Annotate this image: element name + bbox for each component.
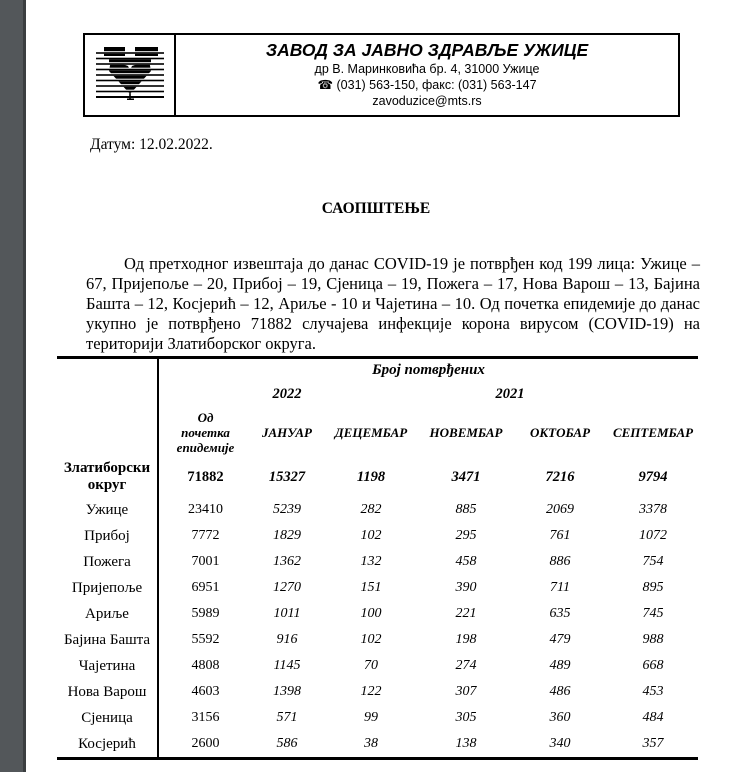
- date-line: Датум: 12.02.2022.: [90, 136, 213, 153]
- row-value: 23410: [188, 502, 223, 517]
- column-header-november: НОВЕМБАР: [429, 424, 503, 440]
- logo-cell: [85, 35, 176, 115]
- table-row: [57, 575, 698, 601]
- row-value: 138: [455, 736, 477, 751]
- row-value: 7001: [191, 554, 220, 569]
- row-value: 38: [364, 736, 378, 751]
- letterhead-text: [176, 35, 678, 115]
- row-value: 70: [364, 658, 378, 673]
- column-header-october: ОКТОБАР: [529, 424, 591, 440]
- phone-numbers: (031) 563-150, факс: (031) 563-147: [336, 78, 537, 92]
- row-value: 916: [276, 632, 298, 647]
- institute-logo-icon: [94, 47, 166, 103]
- row-value: 453: [642, 684, 664, 699]
- row-value: 754: [642, 554, 664, 569]
- row-value: 1362: [273, 554, 301, 569]
- empty-cell: [57, 358, 158, 382]
- table-row: [57, 457, 698, 497]
- row-value: 1145: [273, 658, 301, 673]
- row-value: 1072: [639, 528, 668, 543]
- row-value: 221: [455, 606, 477, 621]
- row-value: 71882: [187, 468, 224, 485]
- row-value: 7772: [191, 528, 220, 543]
- row-label: Нова Варош: [57, 679, 158, 705]
- row-value: 484: [642, 710, 664, 725]
- table-row: [57, 705, 698, 731]
- table-column-header-row: [57, 407, 698, 457]
- column-header-september: СЕПТЕМБАР: [612, 424, 694, 440]
- row-label: Прибој: [57, 523, 158, 549]
- row-value: 282: [360, 502, 382, 517]
- row-label: Ариље: [57, 601, 158, 627]
- row-label: Чајетина: [57, 653, 158, 679]
- table-body: [57, 457, 698, 759]
- row-value: 479: [549, 632, 571, 647]
- row-value: 360: [549, 710, 571, 725]
- row-value: 5239: [273, 502, 301, 517]
- table-row: [57, 627, 698, 653]
- announcement-paragraph: Од претходног извештаја до данас COVID-19 је потврђен код 199 лица: Ужице – 67, Пријепоље – 20, Прибој – 19, Сјеница – 19, Пожега – 17, Нова Варош – 13, Бајина Башта – 12, Косјерић – 12, Ариље - 10 и Чајетина – 10. Од почетка епидемије до данас укупно је потврђено 71882 случајева инфекције корона вирусом (COVID-19) на територији Златиборског округа.: [86, 253, 700, 353]
- row-value: 2600: [191, 736, 220, 751]
- row-label: Сјеница: [57, 705, 158, 731]
- year-2021-header: 2021: [495, 385, 525, 402]
- row-value: 5592: [191, 632, 220, 647]
- row-value: 307: [455, 684, 477, 699]
- row-value: 1829: [273, 528, 301, 543]
- row-value: 102: [360, 528, 382, 543]
- row-value: 886: [549, 554, 571, 569]
- table-row: [57, 653, 698, 679]
- row-value: 895: [642, 580, 664, 595]
- document-page: [26, 0, 744, 772]
- row-value: 99: [364, 710, 378, 725]
- letterhead: [83, 33, 680, 117]
- row-value: 2069: [546, 502, 574, 517]
- table-row: [57, 731, 698, 759]
- row-value: 745: [642, 606, 664, 621]
- row-value: 571: [276, 710, 298, 725]
- row-label: Пријепоље: [57, 575, 158, 601]
- row-value: 458: [455, 554, 477, 569]
- row-value: 274: [455, 658, 477, 673]
- column-header-since-start: Од почетка епидемије: [176, 409, 235, 455]
- row-value: 305: [455, 710, 477, 725]
- row-label: Пожега: [57, 549, 158, 575]
- organization-email: zavoduzice@mts.rs: [372, 94, 482, 108]
- row-value: 6951: [191, 580, 220, 595]
- empty-cell: [57, 407, 158, 457]
- column-header-january: ЈАНУАР: [262, 424, 312, 440]
- empty-cell: [57, 381, 158, 407]
- row-value: 100: [360, 606, 382, 621]
- row-value: 15327: [268, 468, 306, 485]
- table-caption: Број потврђених: [372, 361, 485, 378]
- year-2022-header: 2022: [272, 385, 302, 402]
- row-value: 668: [642, 658, 664, 673]
- row-label: Косјерић: [57, 731, 158, 759]
- row-value: 711: [550, 580, 570, 595]
- row-value: 1198: [356, 468, 386, 485]
- row-value: 5989: [191, 606, 220, 621]
- row-value: 586: [276, 736, 298, 751]
- document-title: САОПШТЕЊЕ: [321, 200, 431, 217]
- row-value: 1011: [273, 606, 301, 621]
- row-value: 198: [455, 632, 477, 647]
- row-value: 635: [549, 606, 571, 621]
- row-value: 7216: [545, 468, 575, 485]
- row-value: 1398: [273, 684, 301, 699]
- row-value: 486: [549, 684, 571, 699]
- column-header-december: ДЕЦЕМБАР: [334, 424, 408, 440]
- organization-address: др В. Маринковића бр. 4, 31000 Ужице: [314, 62, 540, 76]
- row-label: Златиборски округ: [57, 457, 158, 497]
- row-label: Ужице: [57, 497, 158, 523]
- organization-phone-line: [176, 77, 678, 93]
- row-label: Бајина Башта: [57, 627, 158, 653]
- row-value: 4603: [191, 684, 220, 699]
- row-value: 9794: [638, 468, 668, 485]
- row-value: 1270: [273, 580, 301, 595]
- table-row: [57, 679, 698, 705]
- row-value: 885: [455, 502, 477, 517]
- row-value: 122: [360, 684, 382, 699]
- row-value: 3471: [451, 468, 481, 485]
- table-row: [57, 497, 698, 523]
- row-value: 132: [360, 554, 382, 569]
- empty-cell: [158, 381, 252, 407]
- row-value: 295: [455, 528, 477, 543]
- organization-name: ЗАВОД ЗА ЈАВНО ЗДРАВЉЕ УЖИЦЕ: [265, 40, 589, 60]
- row-value: 357: [642, 736, 664, 751]
- table-year-row: [57, 381, 698, 407]
- table-caption-row: [57, 358, 698, 382]
- row-value: 151: [360, 580, 382, 595]
- viewer-left-margin: [0, 0, 26, 772]
- row-value: 102: [360, 632, 382, 647]
- row-value: 761: [549, 528, 571, 543]
- row-value: 390: [455, 580, 477, 595]
- row-value: 3378: [639, 502, 668, 517]
- row-value: 988: [642, 632, 664, 647]
- row-value: 4808: [191, 658, 220, 673]
- row-value: 3156: [191, 710, 220, 725]
- phone-icon: ☎: [317, 78, 334, 92]
- row-value: 340: [549, 736, 571, 751]
- table-row: [57, 523, 698, 549]
- table-row: [57, 549, 698, 575]
- table-row: [57, 601, 698, 627]
- confirmed-cases-table: [57, 356, 698, 760]
- row-value: 489: [549, 658, 571, 673]
